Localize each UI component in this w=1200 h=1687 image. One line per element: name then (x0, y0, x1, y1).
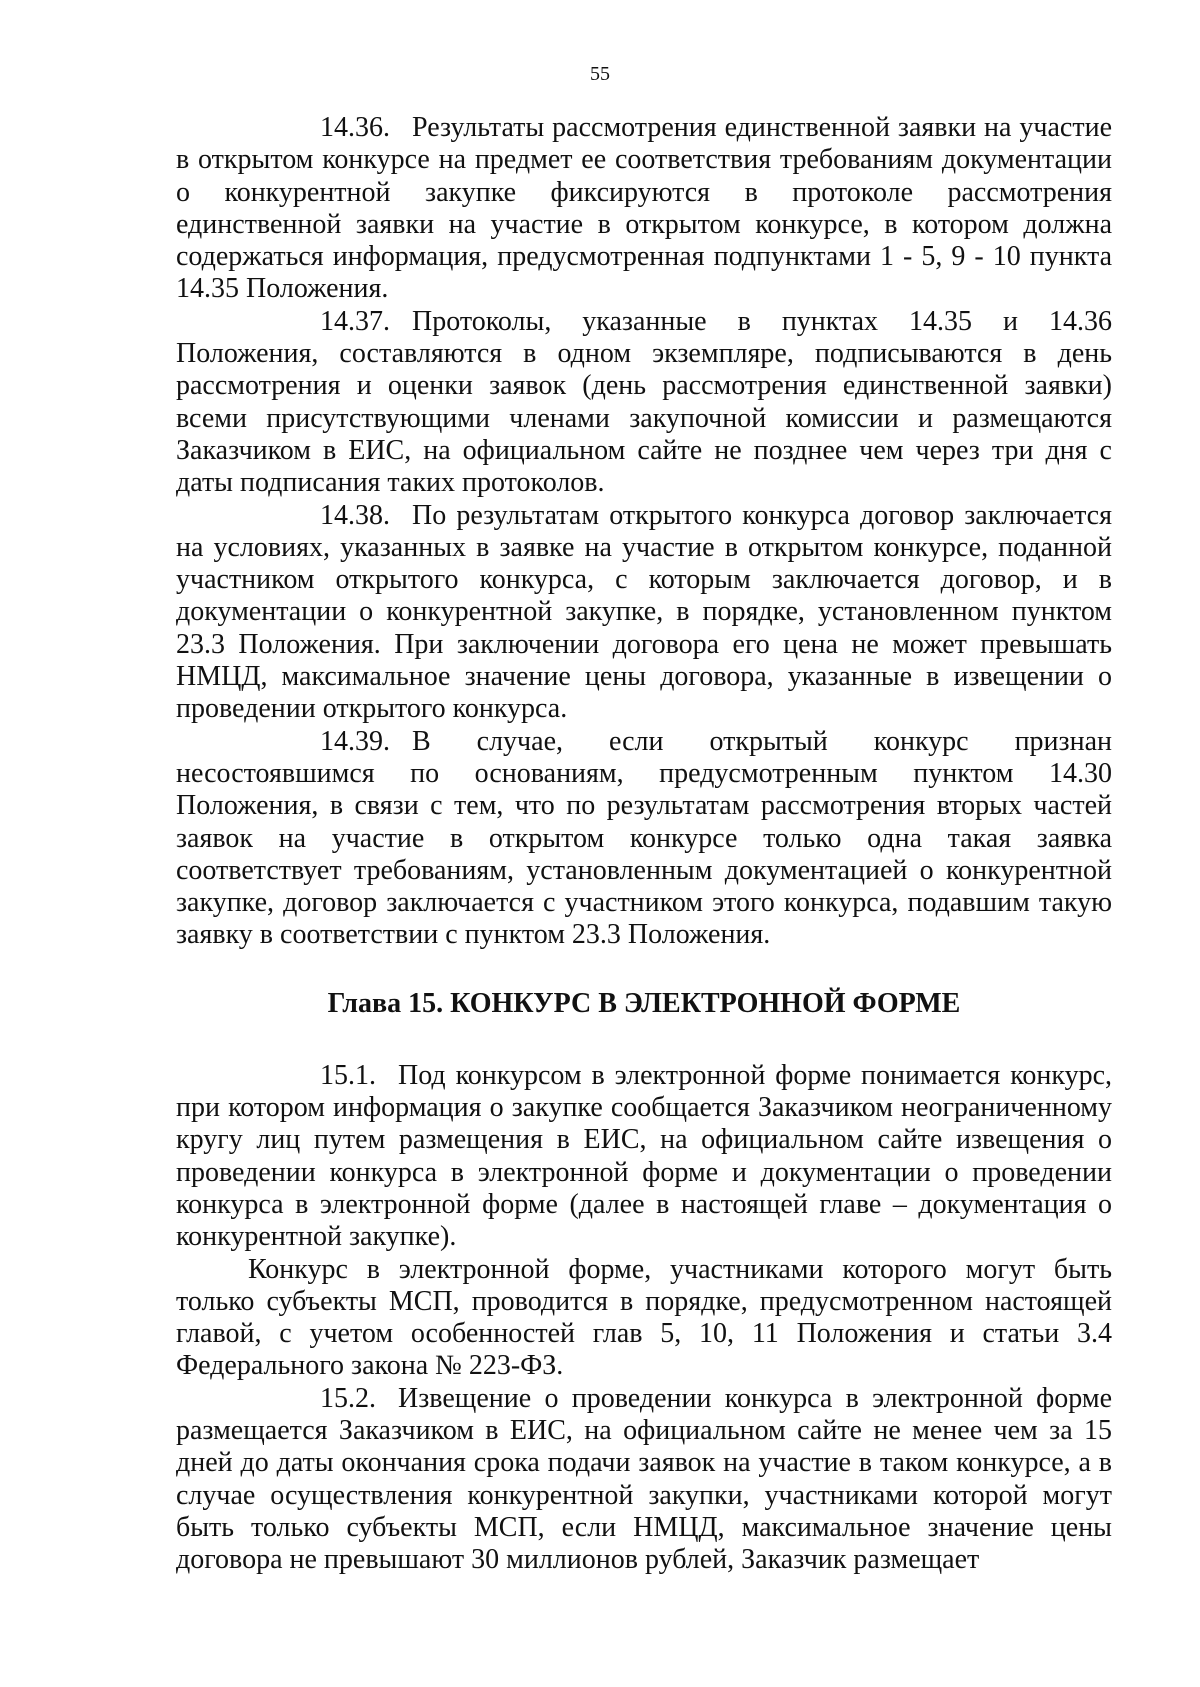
clause-text: Протоколы, указанные в пунктах 14.35 и 14.36 Положения, составляются в одном экземпляре, подписываются в день рассмотрения и оценки заявок (день рассмотрения единственной заявки) всеми присутствующими членами закупочной комиссии и размещаются Заказчиком в ЕИС, на официальном сайте не позднее чем через три дня с даты подписания таких протоколов. (176, 305, 1112, 499)
clause-number: 15.1. (320, 1059, 376, 1091)
paragraph-14-37 (176, 306, 1112, 500)
clause-number: 14.37. (320, 305, 390, 337)
clause-number: 14.38. (320, 499, 390, 531)
paragraph-15-2 (176, 1383, 1112, 1577)
paragraph-14-39 (176, 726, 1112, 952)
chapter-heading: Глава 15. КОНКУРС В ЭЛЕКТРОННОЙ ФОРМЕ (327, 987, 961, 1019)
paragraph-15-1 (176, 1060, 1112, 1254)
clause-number: 15.2. (320, 1382, 376, 1414)
paragraph-14-36 (176, 112, 1112, 306)
clause-text: Извещение о проведении конкурса в электронной форме размещается Заказчиком в ЕИС, на официальном сайте не менее чем за 15 дней до даты окончания срока подачи заявок на участие в таком конкурсе, а в случае осуществления конкурентной закупки, участниками которой могут быть только субъекты МСП, если НМЦД, максимальное значение цены договора не превышают 30 миллионов рублей, Заказчик размещает (176, 1382, 1112, 1576)
page-number: 55 (590, 63, 610, 85)
clause-text: По результатам открытого конкурса договор заключается на условиях, указанных в заявке на участие в открытом конкурсе, поданной участником открытого конкурса, с которым заключается договор, и в документации о конкурентной закупке, в порядке, установленном пунктом 23.3 Положения. При заключении договора его цена не может превышать НМЦД, максимальное значение цены договора, указанные в извещении о проведении открытого конкурса. (176, 499, 1112, 725)
clause-number: 14.36. (320, 112, 390, 143)
clause-text: Под конкурсом в электронной форме понимается конкурс, при котором информация о закупке сообщается Заказчиком неограниченному кругу лиц путем размещения в ЕИС, на официальном сайте извещения о проведении конкурса в электронной форме и документации о проведении конкурса в электронной форме (далее в настоящей главе – документация о конкурентной закупке). (176, 1059, 1112, 1253)
clause-text: Результаты рассмотрения единственной заявки на участие в открытом конкурсе на предмет ее соответствия требованиям документации о конкурентной закупке фиксируются в протоколе рассмотрения единственной заявки на участие в открытом конкурсе, в котором должна содержаться информация, предусмотренная подпунктами 1 - 5, 9 - 10 пункта 14.35 Положения. (176, 112, 1112, 305)
paragraph-15-1-continued (176, 1254, 1112, 1383)
document-body (176, 112, 1112, 1576)
paragraph-14-38 (176, 500, 1112, 726)
clause-text: Конкурс в электронной форме, участниками которого могут быть только субъекты МСП, проводится в порядке, предусмотренном настоящей главой, с учетом особенностей глав 5, 10, 11 Положения и статьи 3.4 Федерального закона № 223-ФЗ. (176, 1253, 1112, 1382)
clause-number: 14.39. (320, 725, 390, 757)
clause-text: В случае, если открытый конкурс признан несостоявшимся по основаниям, предусмотренным пунктом 14.30 Положения, в связи с тем, что по результатам рассмотрения вторых частей заявок на участие в открытом конкурсе только одна такая заявка соответствует требованиям, установленным документацией о конкурентной закупке, договор заключается с участником этого конкурса, подавшим такую заявку в соответствии с пунктом 23.3 Положения. (176, 725, 1112, 951)
